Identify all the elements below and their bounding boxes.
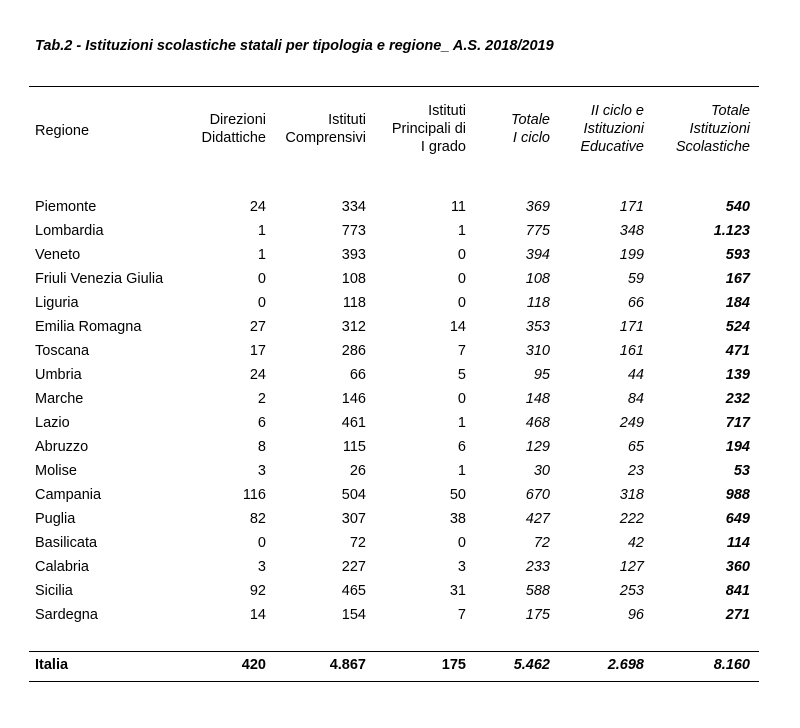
value-direzioni: 17 — [249, 343, 266, 359]
value-principali: 7 — [457, 343, 466, 359]
header-direzioni-didattiche: Direzioni Didattiche — [201, 112, 266, 146]
value-totale: 524 — [725, 319, 750, 335]
value-principali: 50 — [449, 487, 466, 503]
table-row — [0, 199, 800, 223]
region-name: Liguria — [35, 295, 79, 311]
value-totale-i-ciclo: 468 — [525, 415, 550, 431]
value-principali: 1 — [457, 223, 466, 239]
value-ii-ciclo: 161 — [619, 343, 644, 359]
value-principali: 1 — [457, 415, 466, 431]
value-totale: 841 — [725, 583, 750, 599]
value-ii-ciclo: 59 — [627, 271, 644, 287]
top-rule — [29, 86, 759, 87]
value-ii-ciclo: 65 — [627, 439, 644, 455]
value-direzioni: 8 — [257, 439, 266, 455]
table-row — [0, 367, 800, 391]
region-name: Basilicata — [35, 535, 98, 551]
value-direzioni: 6 — [257, 415, 266, 431]
value-principali: 38 — [449, 511, 466, 527]
value-direzioni: 82 — [249, 511, 266, 527]
region-name: Lazio — [35, 415, 70, 431]
table-row — [0, 487, 800, 511]
value-comprensivi: 146 — [341, 391, 366, 407]
region-name: Veneto — [35, 247, 81, 263]
value-principali: 14 — [449, 319, 466, 335]
value-principali: 11 — [450, 199, 466, 215]
value-ii-ciclo: 96 — [627, 607, 644, 623]
value-totale-i-ciclo: 775 — [525, 223, 550, 239]
header-totale-i-ciclo: Totale I ciclo — [511, 112, 550, 146]
value-totale: 8.160 — [713, 657, 750, 673]
value-direzioni: 0 — [257, 271, 266, 287]
value-direzioni: 1 — [257, 247, 266, 263]
table-title: Tab.2 - Istituzioni scolastiche statali per tipologia e regione_ A.S. 2018/2019 — [35, 38, 554, 54]
value-totale-i-ciclo: 427 — [525, 511, 550, 527]
region-name: Sardegna — [35, 607, 98, 623]
header-regione: Regione — [35, 123, 90, 139]
region-name: Sicilia — [35, 583, 73, 599]
table-row — [0, 607, 800, 631]
value-direzioni: 24 — [249, 367, 266, 383]
total-separator-rule — [29, 651, 759, 652]
value-totale-i-ciclo: 95 — [533, 367, 550, 383]
region-name: Calabria — [35, 559, 89, 575]
value-comprensivi: 227 — [341, 559, 366, 575]
table-row — [0, 247, 800, 271]
value-direzioni: 3 — [257, 463, 266, 479]
value-totale: 114 — [726, 535, 750, 551]
value-totale: 717 — [725, 415, 750, 431]
value-ii-ciclo: 171 — [619, 199, 644, 215]
header-istituti-comprensivi: Istituti Comprensivi — [285, 112, 366, 146]
value-principali: 3 — [457, 559, 466, 575]
value-ii-ciclo: 199 — [619, 247, 644, 263]
value-totale: 271 — [725, 607, 750, 623]
value-principali: 31 — [449, 583, 466, 599]
value-totale-i-ciclo: 108 — [525, 271, 550, 287]
value-comprensivi: 4.867 — [329, 657, 366, 673]
table-row — [0, 343, 800, 367]
value-totale: 649 — [725, 511, 750, 527]
region-name: Lombardia — [35, 223, 104, 239]
value-ii-ciclo: 318 — [619, 487, 644, 503]
region-name: Puglia — [35, 511, 76, 527]
value-totale: 194 — [725, 439, 750, 455]
value-totale: 593 — [725, 247, 750, 263]
region-name: Friuli Venezia Giulia — [35, 271, 164, 287]
value-direzioni: 14 — [249, 607, 266, 623]
value-comprensivi: 108 — [341, 271, 366, 287]
value-totale: 360 — [725, 559, 750, 575]
value-totale: 232 — [725, 391, 750, 407]
value-totale: 167 — [725, 271, 750, 287]
value-direzioni: 24 — [249, 199, 266, 215]
value-direzioni: 2 — [257, 391, 266, 407]
value-totale-i-ciclo: 129 — [525, 439, 550, 455]
region-name: Campania — [35, 487, 102, 503]
table-row-total — [0, 657, 800, 681]
value-totale-i-ciclo: 175 — [525, 607, 550, 623]
value-totale-i-ciclo: 30 — [533, 463, 550, 479]
header-istituti-principali: Istituti Principali di I grado — [391, 103, 466, 155]
value-totale-i-ciclo: 670 — [525, 487, 550, 503]
region-name: Umbria — [35, 367, 82, 383]
value-principali: 175 — [441, 657, 466, 673]
value-principali: 7 — [457, 607, 466, 623]
value-ii-ciclo: 222 — [619, 511, 644, 527]
value-totale: 184 — [725, 295, 750, 311]
table-row — [0, 439, 800, 463]
value-ii-ciclo: 253 — [619, 583, 644, 599]
value-comprensivi: 504 — [341, 487, 366, 503]
value-comprensivi: 66 — [349, 367, 366, 383]
value-totale-i-ciclo: 72 — [533, 535, 550, 551]
value-direzioni: 27 — [249, 319, 266, 335]
value-principali: 0 — [457, 247, 466, 263]
value-principali: 1 — [457, 463, 466, 479]
value-totale-i-ciclo: 394 — [525, 247, 550, 263]
value-totale-i-ciclo: 148 — [525, 391, 550, 407]
value-principali: 5 — [457, 367, 466, 383]
value-comprensivi: 72 — [349, 535, 366, 551]
value-direzioni: 3 — [257, 559, 266, 575]
bottom-rule — [29, 681, 759, 682]
value-ii-ciclo: 127 — [619, 559, 644, 575]
value-direzioni: 92 — [249, 583, 266, 599]
value-ii-ciclo: 66 — [627, 295, 644, 311]
region-name: Toscana — [35, 343, 90, 359]
value-comprensivi: 465 — [341, 583, 366, 599]
region-name: Molise — [35, 463, 77, 479]
value-principali: 0 — [457, 271, 466, 287]
value-direzioni: 420 — [241, 657, 266, 673]
value-direzioni: 116 — [242, 487, 266, 503]
value-principali: 0 — [457, 295, 466, 311]
value-totale-i-ciclo: 233 — [525, 559, 550, 575]
value-totale: 471 — [725, 343, 750, 359]
region-name: Italia — [35, 657, 69, 673]
value-ii-ciclo: 42 — [627, 535, 644, 551]
region-name: Marche — [35, 391, 84, 407]
table-row — [0, 415, 800, 439]
value-principali: 0 — [457, 535, 466, 551]
header-ii-ciclo: II ciclo e Istituzioni Educative — [580, 103, 644, 155]
value-comprensivi: 286 — [341, 343, 366, 359]
table-row — [0, 223, 800, 247]
value-totale-i-ciclo: 5.462 — [513, 657, 550, 673]
value-comprensivi: 461 — [341, 415, 366, 431]
value-totale: 988 — [725, 487, 750, 503]
value-comprensivi: 26 — [349, 463, 366, 479]
value-comprensivi: 118 — [342, 295, 366, 311]
value-ii-ciclo: 348 — [619, 223, 644, 239]
table-row — [0, 319, 800, 343]
value-totale: 1.123 — [713, 223, 750, 239]
table-row — [0, 463, 800, 487]
value-ii-ciclo: 44 — [627, 367, 644, 383]
value-comprensivi: 312 — [341, 319, 366, 335]
value-totale-i-ciclo: 118 — [526, 295, 550, 311]
table-row — [0, 295, 800, 319]
region-name: Emilia Romagna — [35, 319, 142, 335]
value-totale-i-ciclo: 588 — [525, 583, 550, 599]
value-principali: 0 — [457, 391, 466, 407]
value-comprensivi: 393 — [341, 247, 366, 263]
value-totale-i-ciclo: 369 — [525, 199, 550, 215]
table-row — [0, 535, 800, 559]
value-totale-i-ciclo: 353 — [525, 319, 550, 335]
value-comprensivi: 115 — [342, 439, 366, 455]
table-row — [0, 583, 800, 607]
value-totale: 540 — [725, 199, 750, 215]
region-name: Abruzzo — [35, 439, 89, 455]
value-comprensivi: 334 — [341, 199, 366, 215]
value-comprensivi: 773 — [341, 223, 366, 239]
value-totale: 53 — [733, 463, 750, 479]
value-ii-ciclo: 2.698 — [607, 657, 644, 673]
value-ii-ciclo: 23 — [627, 463, 644, 479]
value-direzioni: 1 — [257, 223, 266, 239]
region-name: Piemonte — [35, 199, 97, 215]
table-row — [0, 511, 800, 535]
value-comprensivi: 307 — [341, 511, 366, 527]
table-row — [0, 391, 800, 415]
value-ii-ciclo: 249 — [619, 415, 644, 431]
value-totale: 139 — [725, 367, 750, 383]
value-totale-i-ciclo: 310 — [525, 343, 550, 359]
table-row — [0, 559, 800, 583]
value-principali: 6 — [457, 439, 466, 455]
value-ii-ciclo: 84 — [627, 391, 644, 407]
table-row — [0, 271, 800, 295]
value-direzioni: 0 — [257, 535, 266, 551]
value-direzioni: 0 — [257, 295, 266, 311]
value-ii-ciclo: 171 — [619, 319, 644, 335]
value-comprensivi: 154 — [341, 607, 366, 623]
header-totale-istituzioni: Totale Istituzioni Scolastiche — [675, 103, 750, 155]
